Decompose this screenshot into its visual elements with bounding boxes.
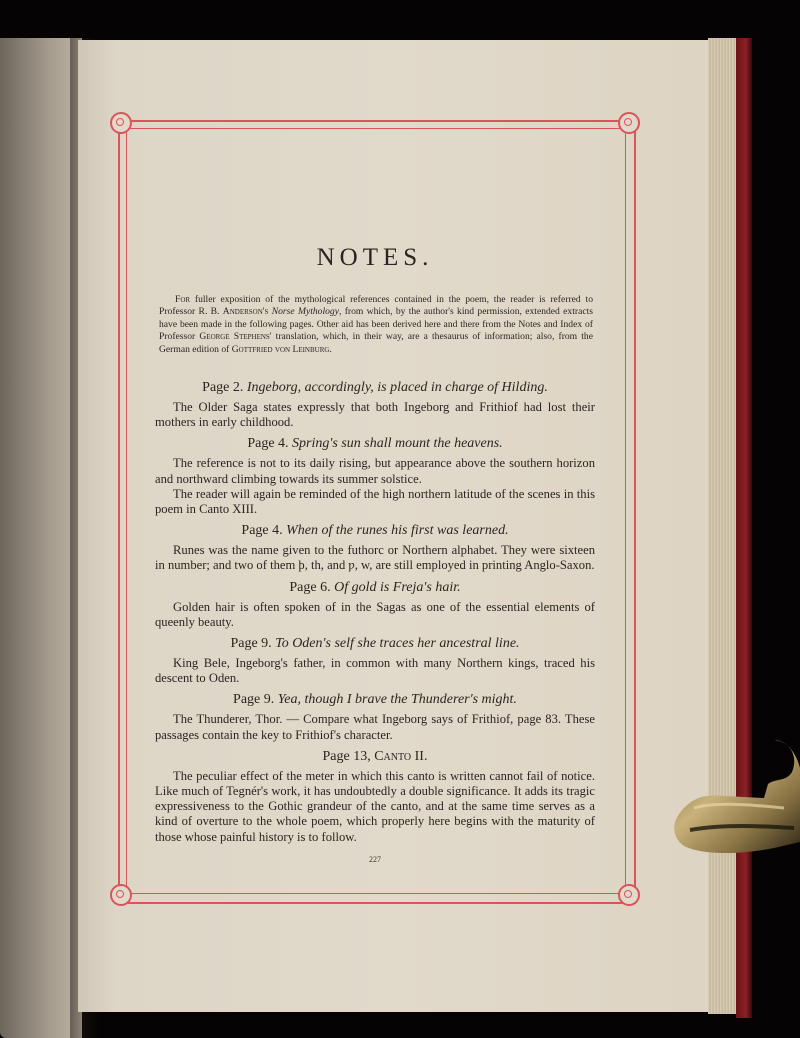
page-number: 227 bbox=[369, 854, 381, 864]
note-page-ref: Page 6. bbox=[289, 579, 331, 595]
note-quote: Canto II. bbox=[374, 748, 428, 764]
note-page-ref: Page 13, bbox=[322, 748, 371, 764]
page-title: NOTES. bbox=[316, 244, 434, 271]
note-paragraph: The reader will again be reminded of the high northern latitude of the scenes in this poem in Canto XIII. bbox=[155, 486, 595, 517]
intro-paragraph: For fuller exposition of the mythological references contained in the poem, the reader is referred to Professor R. B. Anderson's Norse Mythology, from which, by the author's kind permission, extended extracts have been made in the following pages. Other aid has been derived here and there from the Notes and Index of Professor George Stephens' translation, which, in their way, are a thesaurus of information; also, from the German edition of Gottfried von Leinburg. bbox=[159, 294, 593, 355]
corner-ornament bbox=[110, 112, 132, 134]
note-quote: Ingeborg, accordingly, is placed in charge of Hilding. bbox=[246, 380, 548, 396]
corner-ornament bbox=[618, 112, 640, 134]
note-paragraph: The peculiar effect of the meter in which this canto is written cannot fail of notice. Like much of Tegnér's work, it has undoubtedly a double significance. It adds its tragic expressiveness to the Gothic grandeur of the canto, and at the same time serves as a kind of overture to the whole poem, which properly here begins with the maturity of those whose painful history is to follow. bbox=[155, 768, 595, 844]
note-quote: When of the runes his first was learned. bbox=[286, 523, 509, 539]
corner-ornament bbox=[618, 884, 640, 906]
corner-ornament bbox=[110, 884, 132, 906]
note-paragraph: Golden hair is often spoken of in the Sagas as one of the essential elements of queenly beauty. bbox=[155, 599, 595, 629]
page-edges bbox=[708, 38, 738, 1014]
note-heading bbox=[155, 636, 595, 652]
brass-page-holder bbox=[664, 738, 800, 858]
note-paragraph: King Bele, Ingeborg's father, in common with many Northern kings, traced his descent to Oden. bbox=[155, 656, 595, 686]
note-page-ref: Page 9. bbox=[230, 636, 272, 652]
note-page-ref: Page 2. bbox=[202, 380, 244, 396]
book-cover-edge bbox=[736, 38, 752, 1018]
note-quote: Spring's sun shall mount the heavens. bbox=[292, 436, 503, 452]
page-content bbox=[155, 244, 595, 864]
note-heading bbox=[155, 436, 595, 452]
note-page-ref: Page 9. bbox=[233, 692, 275, 708]
note-page-ref: Page 4. bbox=[241, 523, 283, 539]
note-paragraph: The reference is not to its daily rising, but appearance above the southern horizon and northward climbing towards its summer solstice. bbox=[155, 456, 595, 486]
note-heading bbox=[155, 380, 595, 396]
note-quote: Of gold is Freja's hair. bbox=[334, 579, 461, 595]
note-heading bbox=[155, 749, 595, 765]
notes-list bbox=[155, 380, 595, 845]
note-heading bbox=[155, 692, 595, 708]
note-heading bbox=[155, 523, 595, 539]
note-paragraph: Runes was the name given to the futhorc or Northern alphabet. They were sixteen in number; and two of them þ, th, and ƿ, w, are still employed in printing Anglo-Saxon. bbox=[155, 543, 595, 573]
note-quote: To Oden's self she traces her ancestral line. bbox=[275, 636, 520, 652]
note-paragraph: The Older Saga states expressly that both Ingeborg and Frithiof had lost their mothers in early childhood. bbox=[155, 400, 595, 430]
note-heading bbox=[155, 580, 595, 596]
note-paragraph: The Thunderer, Thor. — Compare what Ingeborg says of Frithiof, page 83. These passages contain the key to Frithiof's character. bbox=[155, 712, 595, 742]
note-quote: Yea, though I brave the Thunderer's might. bbox=[277, 692, 517, 708]
note-page-ref: Page 4. bbox=[247, 436, 289, 452]
